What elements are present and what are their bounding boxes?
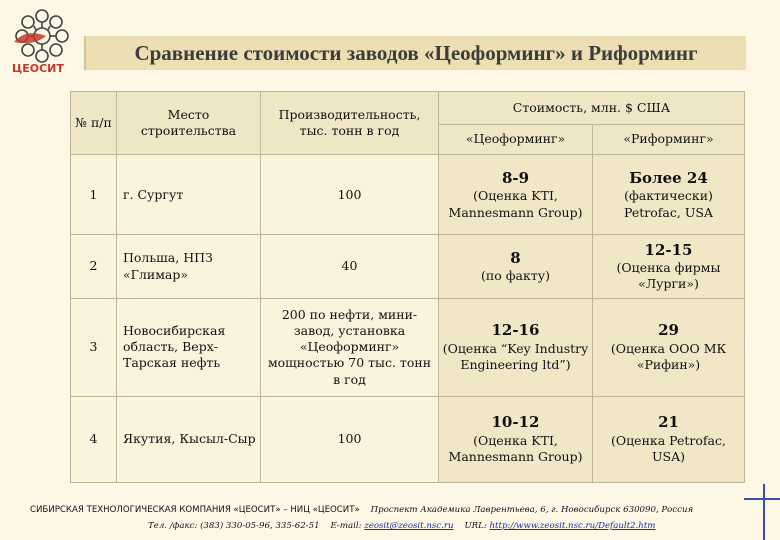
header-place: Место строительства — [117, 92, 261, 155]
ref-value: 12-15 — [644, 240, 693, 259]
ref-value: 21 — [658, 413, 679, 432]
ref-note: (Оценка фирмы «Лурги») — [616, 260, 721, 292]
row-ref-cost — [593, 298, 745, 396]
table-row — [71, 155, 745, 235]
footer-email-label: E-mail: — [330, 521, 362, 531]
row-place: Новосибирская область, Верх-Тарская нефть — [117, 298, 261, 396]
zeo-value: 8 — [510, 248, 521, 267]
row-zeo-cost — [439, 298, 593, 396]
footer-email-link[interactable]: zeosit@zeosit.nsc.ru — [364, 521, 454, 531]
ref-value: Более 24 — [629, 168, 708, 187]
company-logo — [6, 6, 78, 76]
row-capacity: 200 по нефти, мини-завод, установка «Цеоформинг» мощностью 70 тыс. тонн в год — [261, 298, 439, 396]
row-place: Якутия, Кысыл-Сыр — [117, 396, 261, 482]
corner-cross-horizontal — [744, 498, 780, 500]
zeo-note: (по факту) — [481, 268, 550, 284]
footer-line-2 — [148, 521, 655, 531]
zeo-note: (Оценка “Key Industry Engineering ltd”) — [442, 340, 589, 373]
logo-text: ЦЕОСИТ — [12, 62, 64, 75]
zeo-value: 8-9 — [501, 168, 530, 187]
footer-phone: Тел. /факс: (383) 330-05-96, 335-62-51 — [148, 521, 320, 531]
row-zeo-cost — [439, 155, 593, 235]
row-capacity: 100 — [261, 155, 439, 235]
table-row — [71, 396, 745, 482]
header-reforming: «Риформинг» — [593, 124, 745, 155]
row-num: 4 — [71, 396, 117, 482]
row-ref-cost — [593, 396, 745, 482]
footer-url-label: URL: — [464, 521, 487, 531]
zeolite-logo-icon — [6, 6, 78, 76]
row-ref-cost — [593, 235, 745, 298]
footer-url-link[interactable]: http://www.zeosit.nsc.ru/Default2.htm — [489, 521, 656, 531]
comparison-table — [70, 91, 744, 483]
ref-note: (Оценка Petrofac, USA) — [611, 432, 726, 465]
footer-company: СИБИРСКАЯ ТЕХНОЛОГИЧЕСКАЯ КОМПАНИЯ «ЦЕОСИТ» – НИЦ «ЦЕОСИТ» — [30, 505, 360, 515]
zeo-note: (Оценка KTI, Mannesmann Group) — [448, 432, 583, 465]
row-ref-cost — [593, 155, 745, 235]
footer-line-1 — [30, 505, 770, 515]
zeo-note: (Оценка KTI, Mannesmann Group) — [448, 188, 583, 220]
row-place: г. Сургут — [117, 155, 261, 235]
header-capacity: Производительность, тыс. тонн в год — [261, 92, 439, 155]
ref-note: (Оценка ООО МК «Рифин») — [610, 340, 727, 373]
row-place: Польша, НПЗ «Глимар» — [117, 235, 261, 298]
ref-note: (фактически) Petrofac, USA — [624, 188, 713, 220]
page-title — [84, 36, 746, 70]
row-num: 2 — [71, 235, 117, 298]
footer-address: Проспект Академика Лаврентьева, 6, г. Новосибирск 630090, Россия — [370, 505, 694, 515]
row-capacity: 40 — [261, 235, 439, 298]
zeo-value: 10-12 — [491, 413, 540, 432]
row-capacity: 100 — [261, 396, 439, 482]
row-zeo-cost — [439, 396, 593, 482]
row-num: 1 — [71, 155, 117, 235]
ref-value: 29 — [658, 321, 679, 340]
header-zeoforming: «Цеоформинг» — [439, 124, 593, 155]
row-zeo-cost — [439, 235, 593, 298]
zeo-value: 12-16 — [491, 321, 540, 340]
table-row — [71, 298, 745, 396]
header-num: № п/п — [71, 92, 117, 155]
table-row — [71, 235, 745, 298]
page-title-text: Сравнение стоимости заводов «Цеоформинг» и Риформинг — [134, 40, 698, 65]
header-cost: Стоимость, млн. $ США — [439, 92, 745, 125]
row-num: 3 — [71, 298, 117, 396]
corner-cross-vertical — [763, 484, 765, 540]
